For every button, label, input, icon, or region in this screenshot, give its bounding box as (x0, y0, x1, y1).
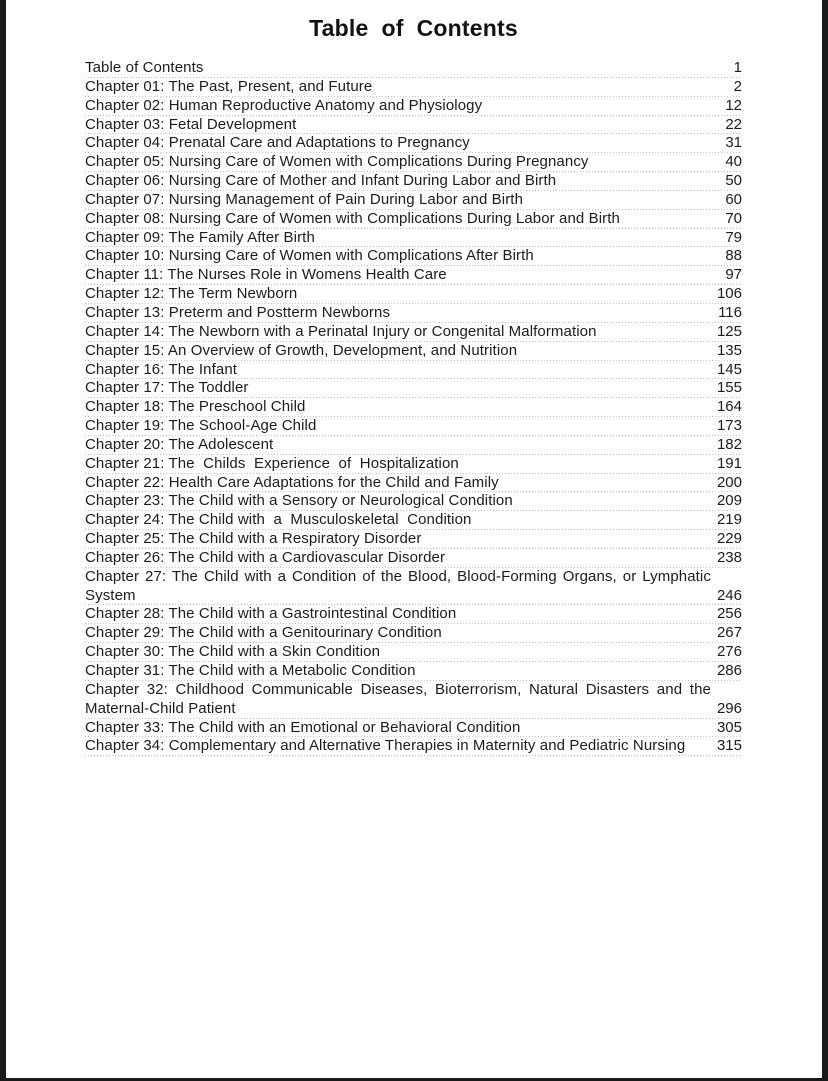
toc-entry-title: Chapter 29: The Child with a Genitourinary Condition (85, 624, 442, 642)
toc-entry-title: Chapter 30: The Child with a Skin Condition (85, 643, 381, 661)
toc-entry (85, 662, 742, 681)
toc-entry-page: 135 (716, 341, 742, 359)
toc-entry-title: Chapter 15: An Overview of Growth, Development, and Nutrition (85, 341, 518, 359)
toc-entry-page: 116 (718, 303, 742, 321)
toc-entry-page: 256 (716, 605, 742, 623)
toc-entry-title: Chapter 11: The Nurses Role in Womens Health Care (85, 266, 447, 284)
toc-entry-title: Chapter 10: Nursing Care of Women with Complications After Birth (85, 247, 534, 265)
toc-entry (85, 247, 742, 266)
toc-entry-page: 106 (716, 285, 742, 303)
toc-entry (85, 323, 742, 342)
toc-entry (85, 643, 742, 662)
toc-entry-title: Chapter 12: The Term Newborn (85, 285, 298, 303)
toc-entry-page: 22 (725, 115, 742, 133)
toc-entry-title: Chapter 20: The Adolescent (85, 435, 274, 453)
toc-entry-title: Chapter 03: Fetal Development (85, 115, 297, 133)
toc-entry-title: Chapter 16: The Infant (85, 360, 238, 378)
toc-entry-title: Chapter 17: The Toddler (85, 379, 249, 397)
toc-entry (85, 568, 742, 606)
toc-entry-page: 88 (725, 247, 742, 265)
toc-entry (85, 719, 742, 738)
toc-entry-page: 79 (725, 228, 742, 246)
toc-entry-title: Chapter 32: Childhood Communicable Diseases, Bioterrorism, Natural Disasters and the Maternal-Child Patient (85, 680, 716, 717)
toc-entry-page: 219 (716, 511, 742, 529)
toc-entry-page: 12 (725, 96, 742, 114)
document-page (6, 0, 822, 1078)
toc-entry-title: Chapter 25: The Child with a Respiratory Disorder (85, 530, 422, 548)
toc-entry (85, 59, 742, 78)
toc-entry-title: Chapter 24: The Child with a Musculoskeletal Condition (85, 511, 472, 529)
toc-entry (85, 153, 742, 172)
toc-entry-page: 1 (733, 59, 742, 76)
toc-entry (85, 455, 742, 474)
toc-entry-title: Chapter 09: The Family After Birth (85, 228, 315, 246)
toc-entry-page: 305 (716, 718, 742, 736)
toc-entry-title: Chapter 18: The Preschool Child (85, 398, 306, 416)
toc-entry (85, 492, 742, 511)
toc-entry-page: 191 (716, 454, 742, 472)
toc-entry (85, 266, 742, 285)
toc-entry-page: 97 (725, 266, 742, 284)
page-title: Table of Contents (309, 15, 518, 41)
toc-entry-page: 40 (725, 153, 742, 171)
toc-entry-title: Chapter 22: Health Care Adaptations for the Child and Family (85, 473, 499, 491)
toc-entry (85, 417, 742, 436)
toc-entry (85, 511, 742, 530)
toc-entry-page: 173 (716, 417, 742, 435)
toc-entry-title: Chapter 02: Human Reproductive Anatomy and Physiology (85, 96, 483, 114)
toc-entry-page: 238 (716, 548, 742, 566)
toc-entry-page: 2 (733, 77, 742, 95)
toc-entry-page: 286 (716, 662, 742, 679)
toc-entry (85, 210, 742, 229)
toc-entry (85, 361, 742, 380)
toc-entry (85, 172, 742, 191)
toc-entry (85, 530, 742, 549)
toc-entry-page: 267 (716, 624, 742, 642)
toc-entry (85, 134, 742, 153)
toc-entry-title: Chapter 08: Nursing Care of Women with Complications During Labor and Birth (85, 209, 620, 227)
toc-entry-title: Chapter 14: The Newborn with a Perinatal Injury or Congenital Malformation (85, 322, 597, 340)
toc-entry-page: 70 (725, 209, 742, 227)
toc-entry (85, 436, 742, 455)
toc-entry (85, 78, 742, 97)
toc-entry-page: 182 (716, 435, 742, 453)
toc-entry (85, 737, 742, 756)
toc-entry (85, 342, 742, 361)
toc-entry (85, 97, 742, 116)
toc-entry-page: 246 (716, 586, 742, 604)
toc-entry (85, 116, 742, 135)
toc-entry-title: Chapter 28: The Child with a Gastrointestinal Condition (85, 605, 457, 623)
toc-entry (85, 191, 742, 210)
toc-entry (85, 379, 742, 398)
toc-entry-page: 164 (716, 398, 742, 416)
toc-entry (85, 474, 742, 493)
toc-entry (85, 681, 742, 719)
toc-entry (85, 285, 742, 304)
toc-entry-title: Chapter 13: Preterm and Postterm Newborns (85, 303, 391, 321)
toc-entry-title: Chapter 33: The Child with an Emotional or Behavioral Condition (85, 718, 521, 736)
toc-entry (85, 624, 742, 643)
toc-entry-title: Chapter 04: Prenatal Care and Adaptations to Pregnancy (85, 134, 470, 152)
toc-entry-title: Table of Contents (85, 59, 204, 76)
toc-entry-title: Chapter 01: The Past, Present, and Future (85, 77, 373, 95)
toc-entry-page: 276 (716, 643, 742, 661)
toc-entry (85, 229, 742, 248)
toc-entry-page: 125 (716, 322, 742, 340)
toc-entry-title: Chapter 19: The School-Age Child (85, 417, 317, 435)
toc-entry-title: Chapter 21: The Childs Experience of Hospitalization (85, 454, 459, 472)
toc-entry-page: 200 (716, 473, 742, 491)
toc-entry-page: 209 (716, 492, 742, 510)
toc-entry-title: Chapter 31: The Child with a Metabolic Condition (85, 662, 416, 679)
toc-entry-title: Chapter 27: The Child with a Condition of the Blood, Blood-Forming Organs, or Lymphatic System (85, 567, 716, 604)
toc-entry-page: 296 (716, 699, 742, 717)
toc-entry-title: Chapter 07: Nursing Management of Pain During Labor and Birth (85, 190, 524, 208)
toc-entry (85, 549, 742, 568)
toc-entry-title: Chapter 34: Complementary and Alternative Therapies in Maternity and Pediatric Nursing (85, 737, 686, 755)
toc-entry-page: 315 (716, 737, 742, 755)
toc-entry-page: 60 (725, 190, 742, 208)
toc-entry-page: 229 (716, 530, 742, 548)
toc-entry (85, 398, 742, 417)
toc-entry (85, 605, 742, 624)
toc-entry-page: 155 (716, 379, 742, 397)
toc-entry-page: 145 (716, 360, 742, 378)
toc-entry-title: Chapter 23: The Child with a Sensory or Neurological Condition (85, 492, 513, 510)
toc-entry-page: 50 (725, 172, 742, 190)
toc-entry-title: Chapter 26: The Child with a Cardiovascular Disorder (85, 548, 446, 566)
toc-entry-title: Chapter 05: Nursing Care of Women with Complications During Pregnancy (85, 153, 589, 171)
toc-entry-title: Chapter 06: Nursing Care of Mother and Infant During Labor and Birth (85, 172, 557, 190)
toc-entry (85, 304, 742, 323)
toc-list (85, 59, 742, 756)
toc-entry-page: 31 (725, 134, 742, 152)
